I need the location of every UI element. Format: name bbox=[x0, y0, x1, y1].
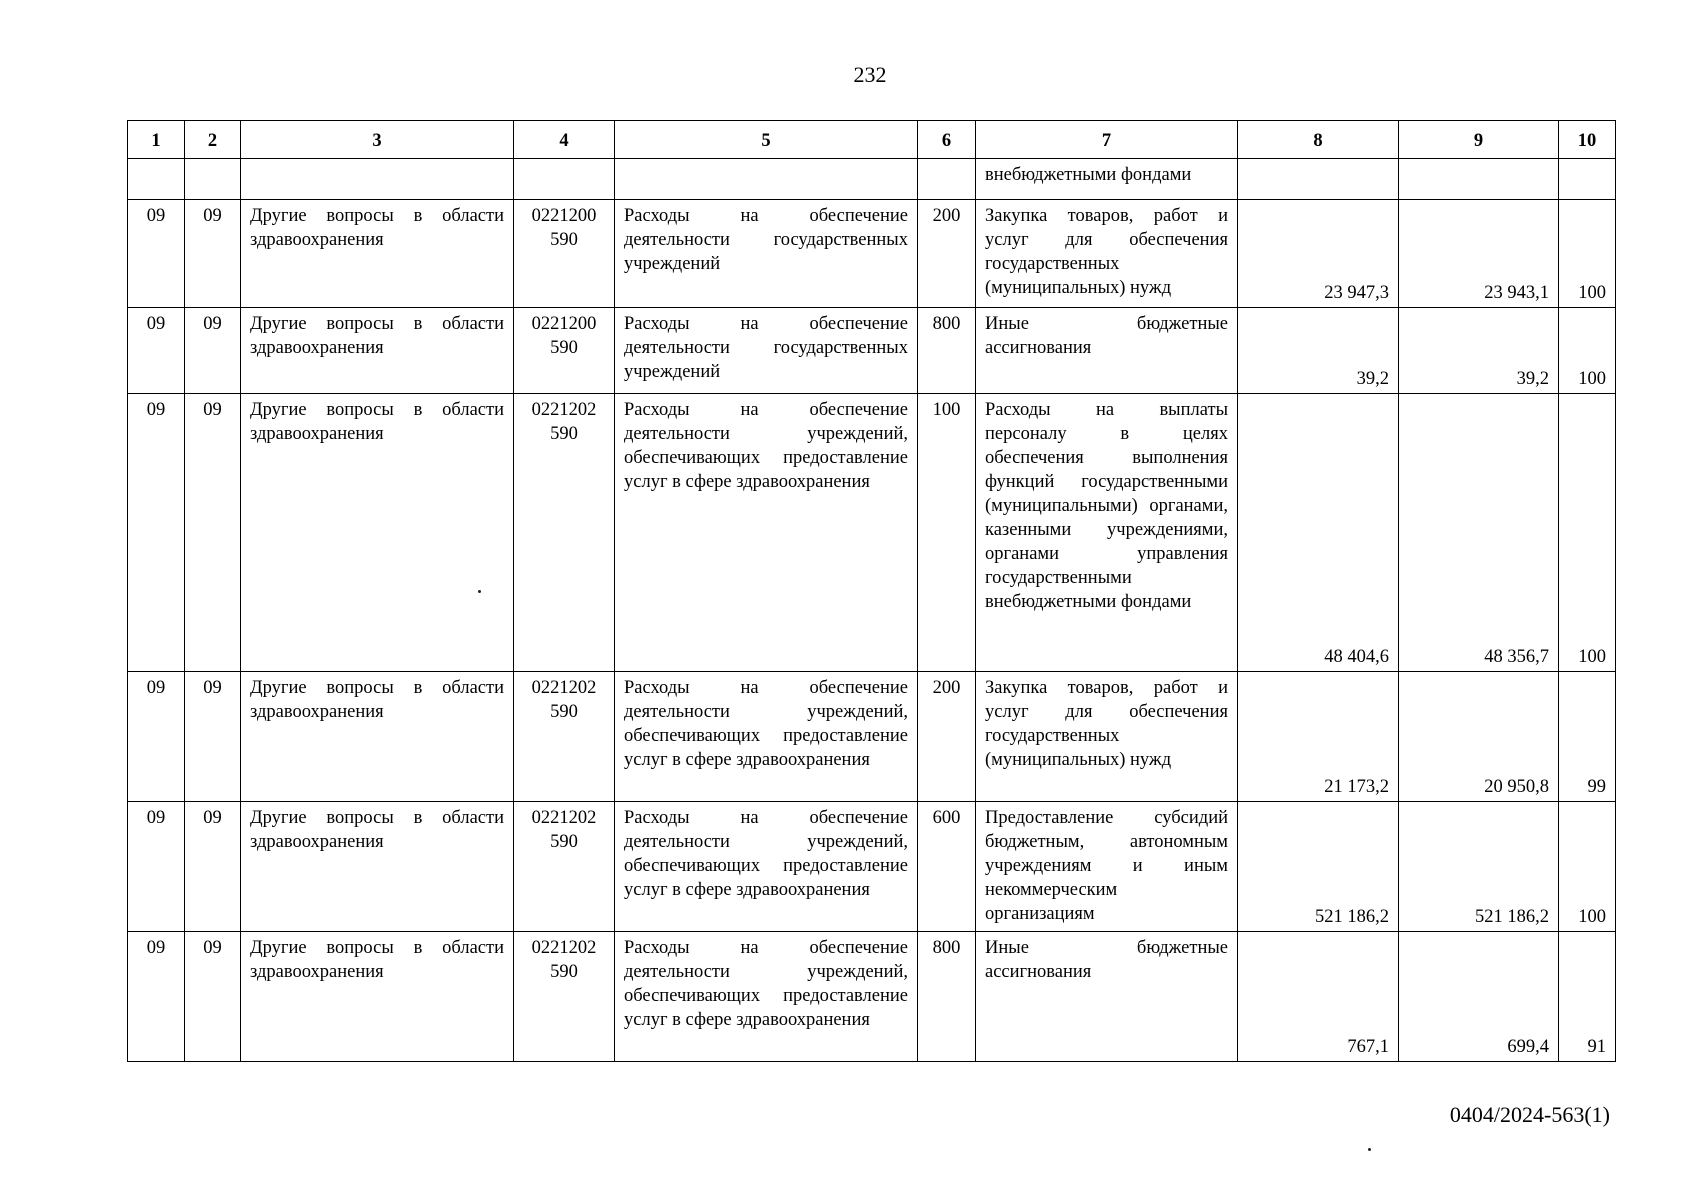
execution-percent: 100 bbox=[1559, 308, 1616, 394]
header-col-1: 1 bbox=[128, 121, 185, 159]
cell bbox=[1559, 159, 1616, 200]
header-col-4: 4 bbox=[514, 121, 615, 159]
subsection-code: 09 bbox=[185, 802, 241, 932]
section-code: 09 bbox=[128, 308, 185, 394]
table-row bbox=[128, 932, 1616, 1062]
subsection-code: 09 bbox=[185, 394, 241, 672]
header-row bbox=[128, 121, 1616, 159]
scan-speck bbox=[1368, 1148, 1371, 1151]
target-article: 0221202 590 bbox=[514, 802, 615, 932]
expense-type-name: Иные бюджетные ассигнования bbox=[976, 932, 1238, 1062]
subsection-code: 09 bbox=[185, 308, 241, 394]
section-name: Другие вопросы в области здравоохранения bbox=[241, 308, 514, 394]
planned-amount: 521 186,2 bbox=[1238, 802, 1399, 932]
expense-type-name: Закупка товаров, работ и услуг для обеспечения государственных (муниципальных) нужд bbox=[976, 200, 1238, 308]
header-col-5: 5 bbox=[615, 121, 918, 159]
budget-table-wrapper bbox=[127, 120, 1616, 1062]
section-name: Другие вопросы в области здравоохранения bbox=[241, 200, 514, 308]
section-name: Другие вопросы в области здравоохранения bbox=[241, 672, 514, 802]
execution-percent: 100 bbox=[1559, 394, 1616, 672]
continuation-text: внебюджетными фондами bbox=[976, 159, 1238, 200]
table-row bbox=[128, 308, 1616, 394]
planned-amount: 23 947,3 bbox=[1238, 200, 1399, 308]
article-name: Расходы на обеспечение деятельности государственных учреждений bbox=[615, 200, 918, 308]
article-name: Расходы на обеспечение деятельности государственных учреждений bbox=[615, 308, 918, 394]
executed-amount: 48 356,7 bbox=[1399, 394, 1559, 672]
executed-amount: 521 186,2 bbox=[1399, 802, 1559, 932]
header-col-8: 8 bbox=[1238, 121, 1399, 159]
article-name: Расходы на обеспечение деятельности учреждений, обеспечивающих предоставление услуг в сфере здравоохранения bbox=[615, 802, 918, 932]
section-code: 09 bbox=[128, 200, 185, 308]
expense-type-code: 200 bbox=[918, 200, 976, 308]
expense-type-name: Предоставление субсидий бюджетным, автономным учреждениям и иным некоммерческим организациям bbox=[976, 802, 1238, 932]
budget-table bbox=[127, 120, 1616, 1062]
executed-amount: 699,4 bbox=[1399, 932, 1559, 1062]
expense-type-code: 800 bbox=[918, 308, 976, 394]
section-name: Другие вопросы в области здравоохранения bbox=[241, 394, 514, 672]
cell bbox=[185, 159, 241, 200]
table-row bbox=[128, 802, 1616, 932]
section-code: 09 bbox=[128, 394, 185, 672]
expense-type-code: 200 bbox=[918, 672, 976, 802]
subsection-code: 09 bbox=[185, 200, 241, 308]
expense-type-code: 100 bbox=[918, 394, 976, 672]
section-name: Другие вопросы в области здравоохранения bbox=[241, 932, 514, 1062]
article-name: Расходы на обеспечение деятельности учреждений, обеспечивающих предоставление услуг в сфере здравоохранения bbox=[615, 394, 918, 672]
expense-type-name: Расходы на выплаты персоналу в целях обеспечения выполнения функций государственными (муниципальными) органами, казенными учреждениями, органами управления государственными внебюджетными фондами bbox=[976, 394, 1238, 672]
cell bbox=[918, 159, 976, 200]
table-row bbox=[128, 394, 1616, 672]
target-article: 0221200 590 bbox=[514, 200, 615, 308]
planned-amount: 39,2 bbox=[1238, 308, 1399, 394]
continuation-row bbox=[128, 159, 1616, 200]
section-name: Другие вопросы в области здравоохранения bbox=[241, 802, 514, 932]
executed-amount: 23 943,1 bbox=[1399, 200, 1559, 308]
planned-amount: 767,1 bbox=[1238, 932, 1399, 1062]
execution-percent: 99 bbox=[1559, 672, 1616, 802]
expense-type-code: 800 bbox=[918, 932, 976, 1062]
section-code: 09 bbox=[128, 932, 185, 1062]
section-code: 09 bbox=[128, 802, 185, 932]
cell bbox=[1399, 159, 1559, 200]
planned-amount: 21 173,2 bbox=[1238, 672, 1399, 802]
expense-type-code: 600 bbox=[918, 802, 976, 932]
cell bbox=[1238, 159, 1399, 200]
cell bbox=[615, 159, 918, 200]
execution-percent: 100 bbox=[1559, 200, 1616, 308]
table-row bbox=[128, 200, 1616, 308]
expense-type-name: Закупка товаров, работ и услуг для обеспечения государственных (муниципальных) нужд bbox=[976, 672, 1238, 802]
page-number: 232 bbox=[853, 62, 887, 87]
header-col-9: 9 bbox=[1399, 121, 1559, 159]
header-col-2: 2 bbox=[185, 121, 241, 159]
subsection-code: 09 bbox=[185, 672, 241, 802]
target-article: 0221202 590 bbox=[514, 932, 615, 1062]
expense-type-name: Иные бюджетные ассигнования bbox=[976, 308, 1238, 394]
header-col-6: 6 bbox=[918, 121, 976, 159]
execution-percent: 100 bbox=[1559, 802, 1616, 932]
execution-percent: 91 bbox=[1559, 932, 1616, 1062]
target-article: 0221200 590 bbox=[514, 308, 615, 394]
table-row bbox=[128, 672, 1616, 802]
executed-amount: 20 950,8 bbox=[1399, 672, 1559, 802]
section-code: 09 bbox=[128, 672, 185, 802]
article-name: Расходы на обеспечение деятельности учреждений, обеспечивающих предоставление услуг в сфере здравоохранения bbox=[615, 672, 918, 802]
article-name: Расходы на обеспечение деятельности учреждений, обеспечивающих предоставление услуг в сфере здравоохранения bbox=[615, 932, 918, 1062]
executed-amount: 39,2 bbox=[1399, 308, 1559, 394]
planned-amount: 48 404,6 bbox=[1238, 394, 1399, 672]
header-col-3: 3 bbox=[241, 121, 514, 159]
header-col-10: 10 bbox=[1559, 121, 1616, 159]
target-article: 0221202 590 bbox=[514, 672, 615, 802]
document-code: 0404/2024-563(1) bbox=[1449, 1102, 1610, 1127]
header-col-7: 7 bbox=[976, 121, 1238, 159]
scan-speck bbox=[478, 590, 481, 593]
cell bbox=[241, 159, 514, 200]
cell bbox=[514, 159, 615, 200]
target-article: 0221202 590 bbox=[514, 394, 615, 672]
cell bbox=[128, 159, 185, 200]
subsection-code: 09 bbox=[185, 932, 241, 1062]
